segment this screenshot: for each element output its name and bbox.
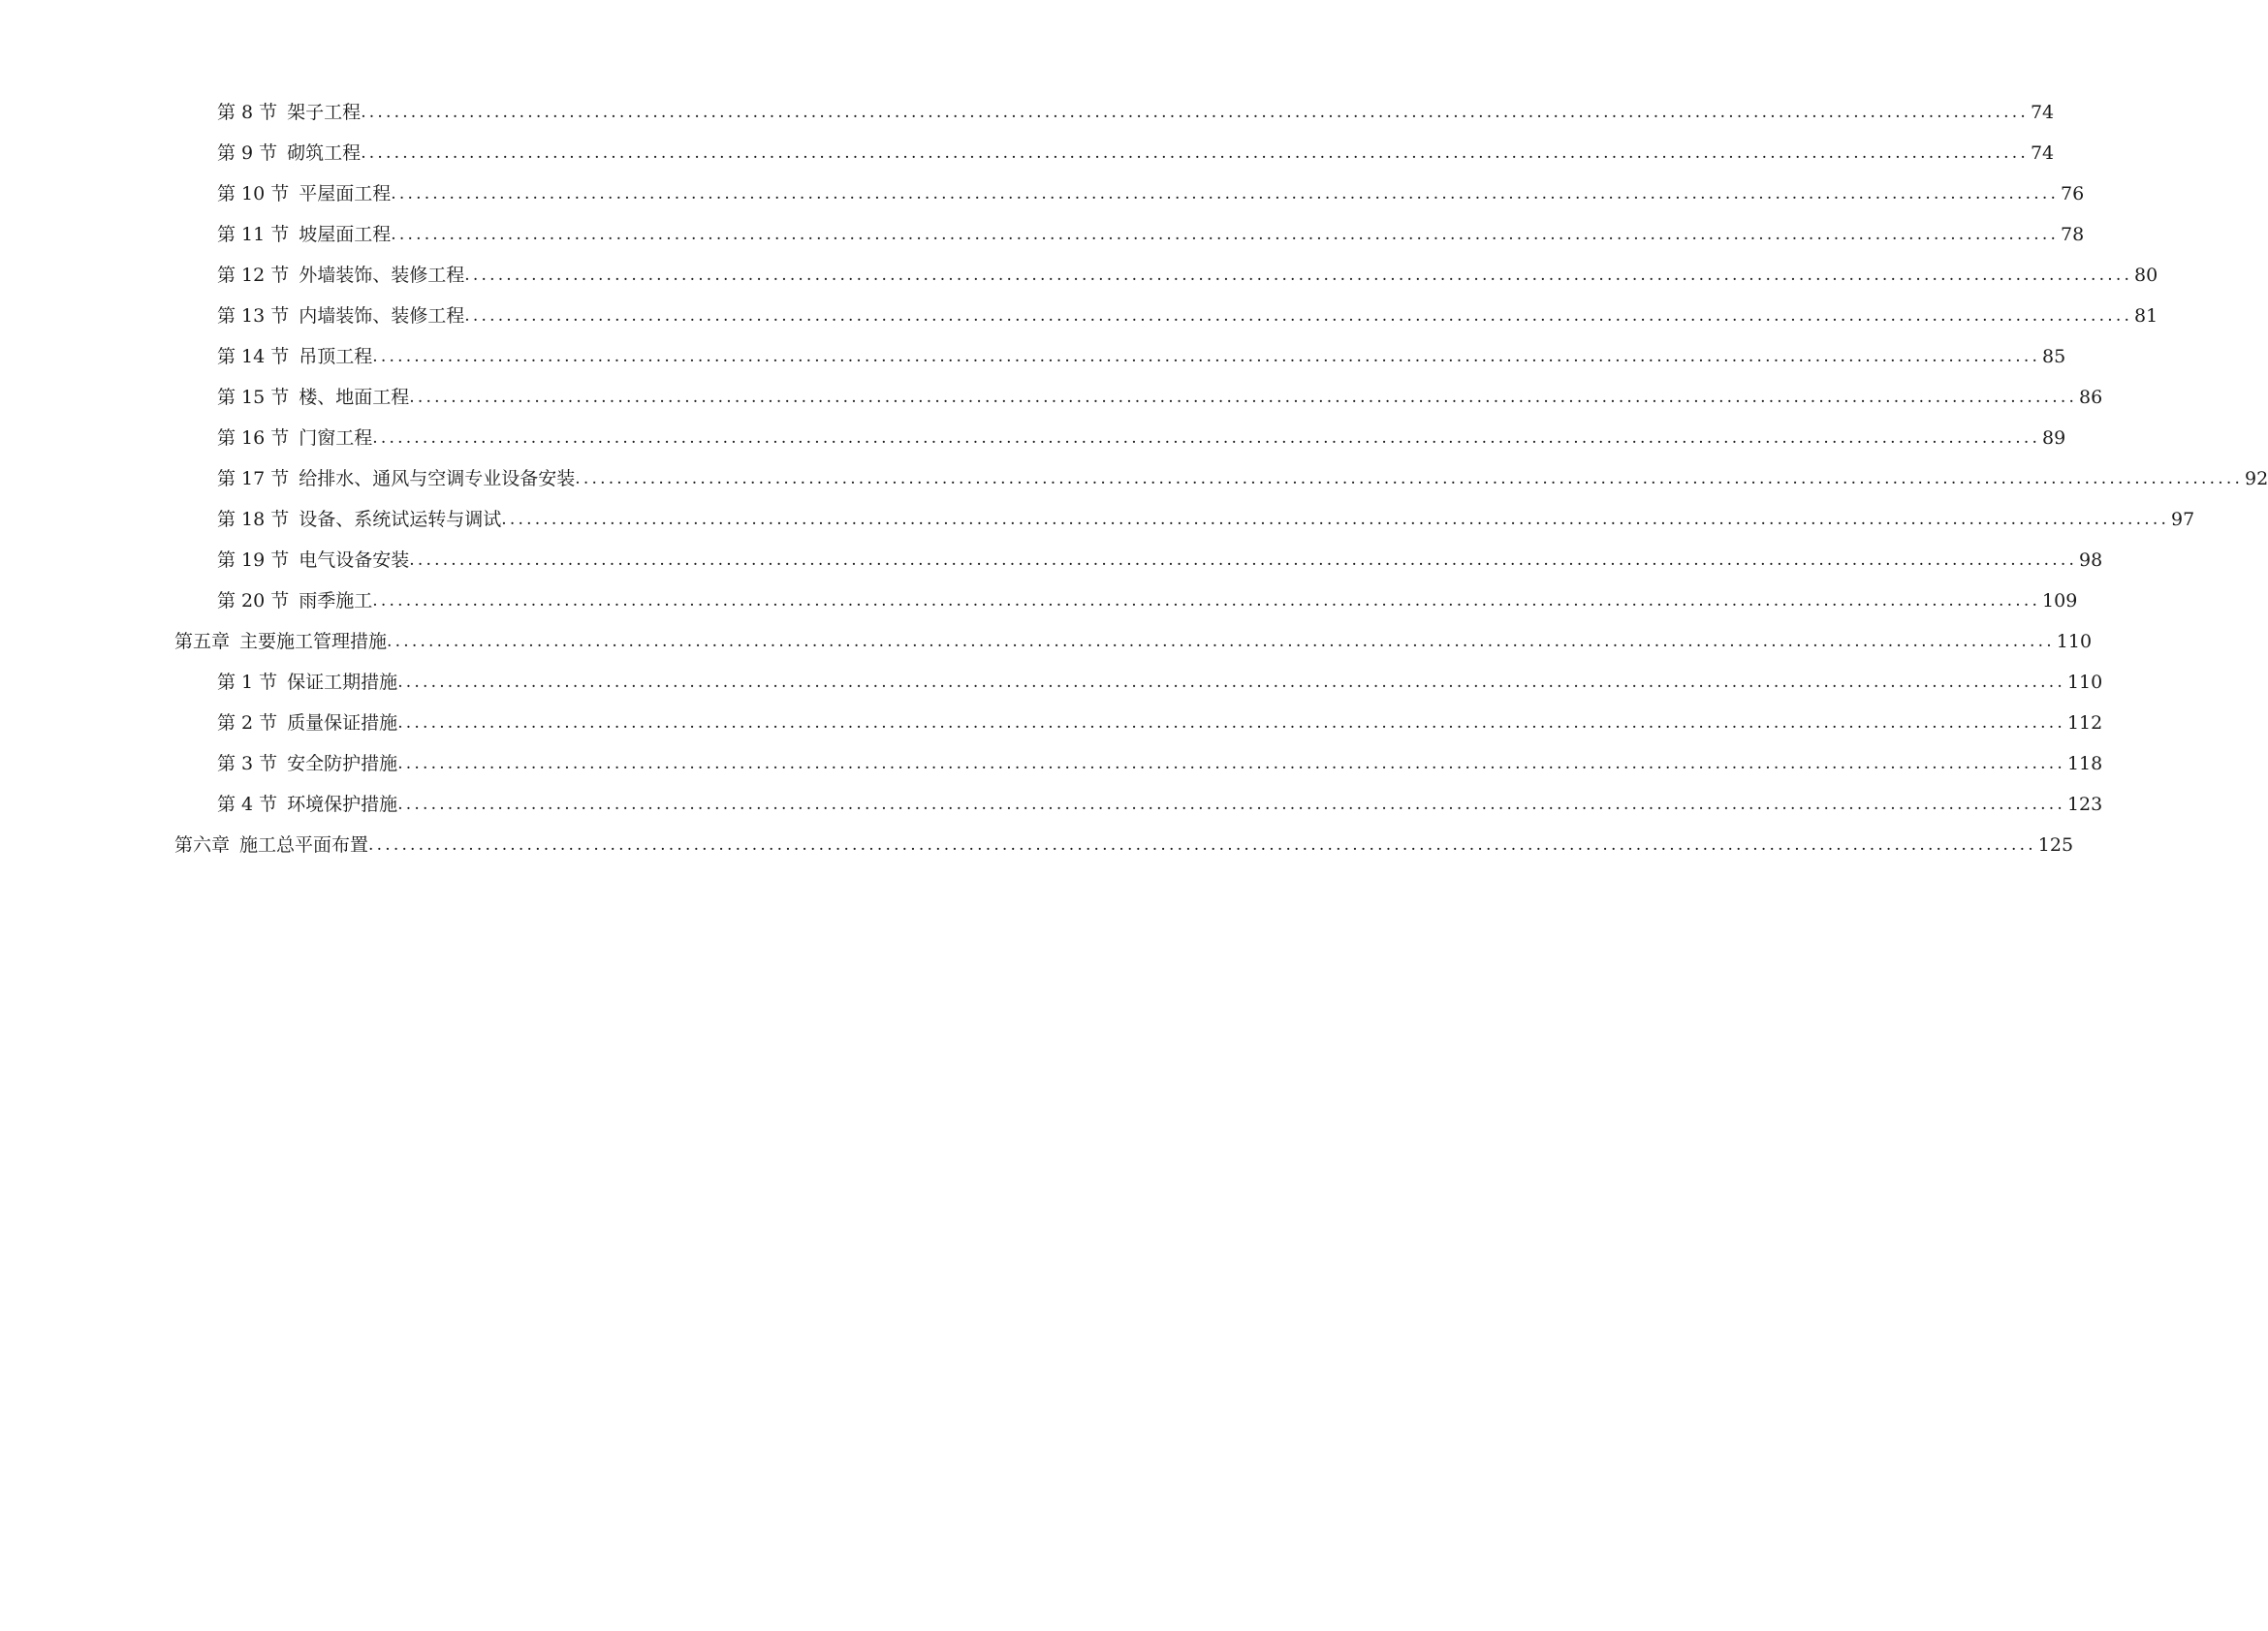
toc-entry[interactable]: [0, 377, 2103, 418]
toc-entry[interactable]: [0, 540, 2103, 580]
toc-entry-title: 施工总平面布置: [239, 834, 369, 856]
toc-dot-leader: ........................................................................................................................................................................................................: [575, 469, 2244, 488]
toc-dot-leader: ........................................................................................................................................................................................................: [391, 225, 2060, 244]
toc-entry-number: 第 15 节: [217, 387, 290, 408]
toc-entry-page: 74: [2030, 102, 2055, 123]
toc-entry-number: 第 12 节: [217, 265, 290, 286]
toc-entry-page: 109: [2042, 590, 2078, 612]
toc-entry-number: 第 3 节: [217, 753, 278, 774]
toc-dot-leader: ........................................................................................................................................................................................................: [409, 550, 2078, 570]
toc-entry-page: 81: [2134, 305, 2158, 327]
toc-entry[interactable]: [0, 580, 2078, 621]
toc-entry-number: 第 19 节: [217, 549, 290, 571]
toc-entry-title: 架子工程: [287, 102, 362, 123]
toc-entry-title: 内墙装饰、装修工程: [299, 305, 465, 327]
toc-entry-number: 第 8 节: [217, 102, 278, 123]
toc-dot-leader: ........................................................................................................................................................................................................: [387, 632, 2055, 651]
toc-entry-page: 86: [2079, 387, 2103, 408]
toc-dot-leader: ........................................................................................................................................................................................................: [409, 388, 2078, 407]
toc-entry[interactable]: [0, 173, 2085, 214]
toc-dot-leader: ........................................................................................................................................................................................................: [368, 835, 2036, 855]
toc-entry[interactable]: [0, 133, 2055, 173]
toc-entry-page: 123: [2066, 794, 2103, 815]
toc-entry-number: 第 18 节: [217, 509, 290, 530]
toc-entry-number: 第 17 节: [217, 468, 290, 489]
toc-entry-page: 118: [2066, 753, 2103, 774]
toc-entry-number: 第六章: [174, 834, 231, 856]
toc-entry[interactable]: [0, 703, 2103, 743]
toc-entry-title: 质量保证措施: [287, 712, 398, 734]
toc-entry-number: 第 14 节: [217, 346, 290, 367]
toc-entry-page: 125: [2037, 834, 2074, 856]
toc-entry-title: 保证工期措施: [287, 672, 398, 693]
toc-entry-number: 第 4 节: [217, 794, 278, 815]
toc-entry[interactable]: [0, 92, 2055, 133]
toc-entry-number: 第 16 节: [217, 427, 290, 449]
toc-entry-number: 第 11 节: [217, 224, 290, 245]
toc-dot-leader: ........................................................................................................................................................................................................: [372, 347, 2041, 366]
toc-dot-leader: ........................................................................................................................................................................................................: [397, 713, 2065, 733]
toc-entry-title: 吊顶工程: [299, 346, 373, 367]
toc-entry-title: 砌筑工程: [287, 142, 362, 164]
toc-dot-leader: ........................................................................................................................................................................................................: [372, 591, 2041, 611]
toc-entry-page: 76: [2061, 183, 2085, 204]
toc-entry[interactable]: [0, 743, 2103, 784]
toc-entry[interactable]: [0, 336, 2066, 377]
toc-entry-number: 第 10 节: [217, 183, 290, 204]
toc-dot-leader: ........................................................................................................................................................................................................: [361, 103, 2029, 122]
toc-dot-leader: ........................................................................................................................................................................................................: [372, 428, 2041, 448]
toc-entry-page: 89: [2042, 427, 2066, 449]
toc-entry-page: 78: [2061, 224, 2085, 245]
toc-dot-leader: ........................................................................................................................................................................................................: [391, 184, 2060, 204]
toc-entry[interactable]: [0, 458, 2268, 499]
toc-dot-leader: ........................................................................................................................................................................................................: [464, 266, 2133, 285]
toc-entry-title: 给排水、通风与空调专业设备安装: [299, 468, 576, 489]
toc-entry[interactable]: [0, 296, 2158, 336]
toc-entry[interactable]: [0, 784, 2103, 825]
toc-entry-page: 110: [2056, 631, 2093, 652]
toc-entry-number: 第 13 节: [217, 305, 290, 327]
toc-dot-leader: ........................................................................................................................................................................................................: [361, 143, 2029, 163]
toc-entry-page: 97: [2171, 509, 2195, 530]
toc-entry-page: 110: [2066, 672, 2103, 693]
toc-entry-title: 电气设备安装: [299, 549, 410, 571]
toc-entry-number: 第 1 节: [217, 672, 278, 693]
toc-entry-number: 第 9 节: [217, 142, 278, 164]
toc-dot-leader: ........................................................................................................................................................................................................: [397, 795, 2065, 814]
toc-entry-page: 80: [2134, 265, 2158, 286]
toc-entry-title: 设备、系统试运转与调试: [299, 509, 502, 530]
toc-entry[interactable]: [0, 214, 2085, 255]
toc-entry-title: 门窗工程: [299, 427, 373, 449]
toc-entry[interactable]: [0, 418, 2066, 458]
toc-entry-page: 74: [2030, 142, 2055, 164]
toc-entry-number: 第 2 节: [217, 712, 278, 734]
toc-entry[interactable]: [0, 662, 2103, 703]
toc-dot-leader: ........................................................................................................................................................................................................: [397, 754, 2065, 773]
toc-chapter-entry[interactable]: [0, 825, 2074, 865]
toc-entry-title: 安全防护措施: [287, 753, 398, 774]
toc-entry-title: 平屋面工程: [299, 183, 392, 204]
toc-dot-leader: ........................................................................................................................................................................................................: [501, 510, 2170, 529]
toc-entry-page: 92: [2245, 468, 2268, 489]
toc-dot-leader: ........................................................................................................................................................................................................: [464, 306, 2133, 326]
table-of-contents: [0, 92, 2268, 865]
toc-entry-title: 环境保护措施: [287, 794, 398, 815]
toc-entry-title: 外墙装饰、装修工程: [299, 265, 465, 286]
toc-entry-number: 第 20 节: [217, 590, 290, 612]
toc-entry-title: 楼、地面工程: [299, 387, 410, 408]
toc-entry-page: 98: [2079, 549, 2103, 571]
toc-entry-page: 85: [2042, 346, 2066, 367]
toc-entry-title: 主要施工管理措施: [239, 631, 388, 652]
toc-entry[interactable]: [0, 255, 2158, 296]
toc-entry[interactable]: [0, 499, 2195, 540]
toc-dot-leader: ........................................................................................................................................................................................................: [397, 673, 2065, 692]
toc-entry-page: 112: [2066, 712, 2103, 734]
toc-entry-number: 第五章: [174, 631, 231, 652]
toc-entry-title: 坡屋面工程: [299, 224, 392, 245]
toc-chapter-entry[interactable]: [0, 621, 2093, 662]
toc-entry-title: 雨季施工: [299, 590, 373, 612]
